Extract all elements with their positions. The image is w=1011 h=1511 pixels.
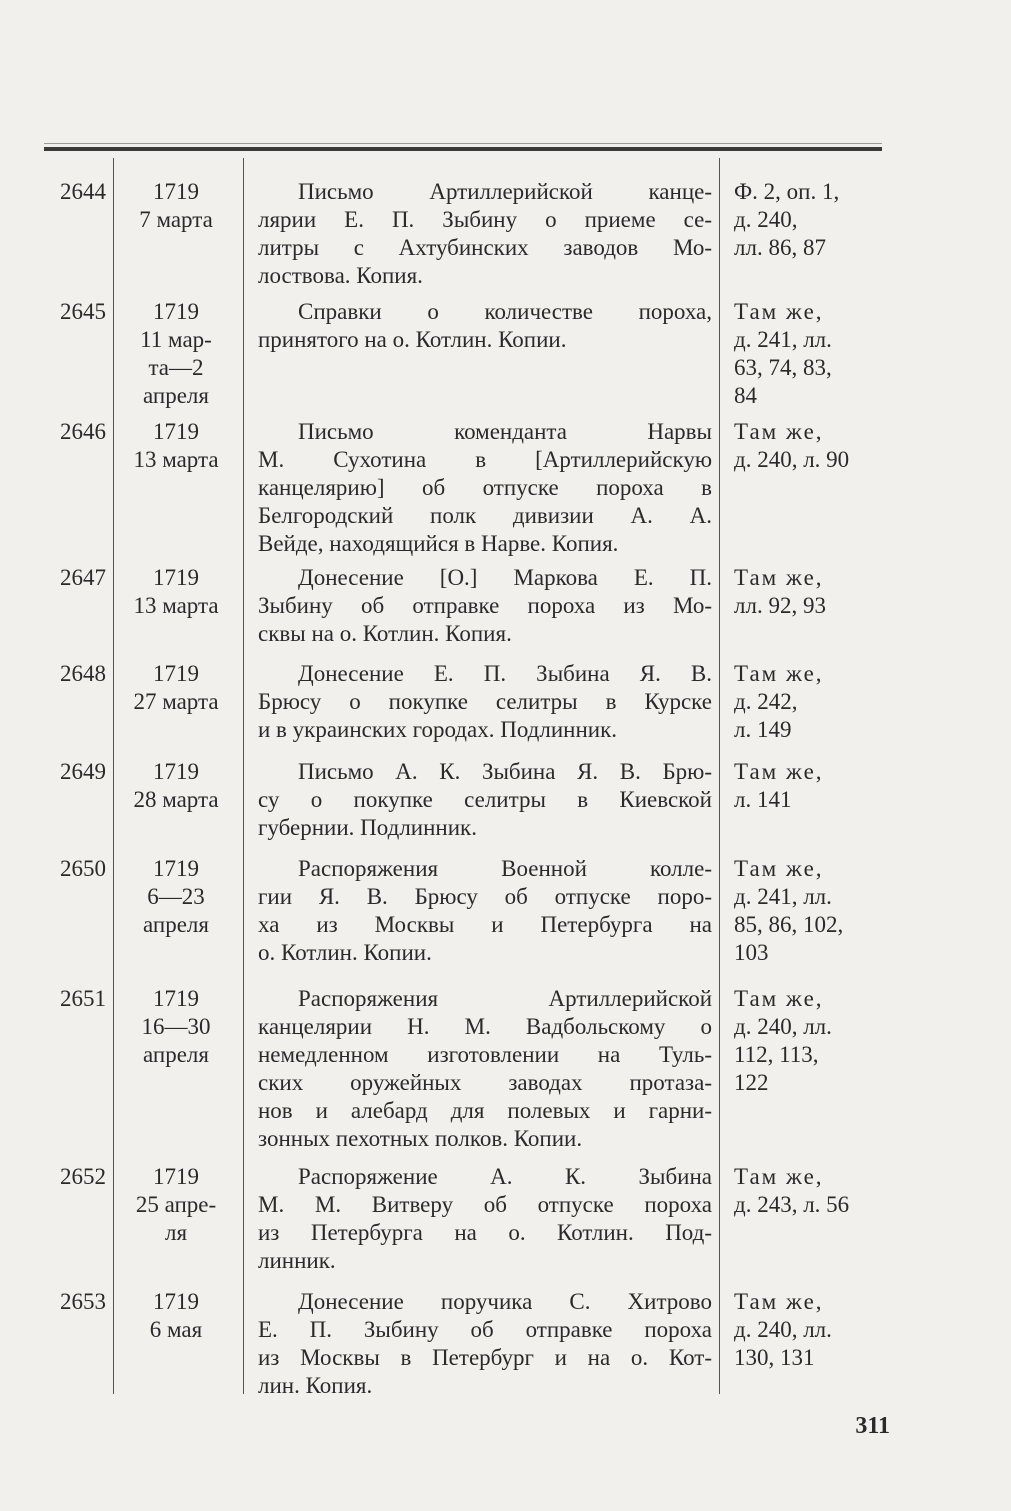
date-line: 1719 [153,759,199,784]
date-line: 1719 [153,419,199,444]
entry-date [120,855,232,939]
reference-line: д. 241, лл. [734,327,832,352]
description-line: о. Котлин. Копии. [258,940,432,965]
description-line: Е. П. Зыбину об отправке пороха [258,1317,712,1342]
column-divider-description [719,158,720,1394]
entry-archive-reference [734,855,894,967]
entry-number: 2652 [60,1164,106,1189]
entry-description [258,178,712,290]
entry-archive-reference [734,1288,894,1372]
description-line: губернии. Подлинник. [258,815,477,840]
description-line: лоствова. Копия. [258,263,423,288]
entry-description [258,1163,712,1275]
reference-line: Там же, [734,856,824,881]
reference-line: д. 240, лл. [734,1014,832,1039]
reference-line: Ф. 2, оп. 1, [734,179,840,204]
reference-line: л. 141 [734,787,792,812]
description-line: Вейде, находящийся в Нарве. Копия. [258,531,619,556]
reference-line: 130, 131 [734,1345,815,1370]
description-line: Донесение [О.] Маркова Е. П. [298,565,712,590]
reference-line: 85, 86, 102, [734,912,844,937]
date-line: апреля [143,1042,209,1067]
date-line: 1719 [153,1289,199,1314]
column-divider-number [113,158,114,1394]
entry-number: 2648 [60,661,106,686]
entry-description [258,1288,712,1400]
date-line: 1719 [153,986,199,1011]
reference-line: Там же, [734,299,824,324]
entry-date [120,1288,232,1344]
entry-description [258,985,712,1153]
entry-archive-reference [734,985,894,1097]
reference-line: Там же, [734,419,824,444]
description-line: М. М. Витверу об отпуске пороха [258,1192,712,1217]
description-line: сквы на о. Котлин. Копия. [258,621,512,646]
entry-number: 2647 [60,565,106,590]
entry-archive-reference [734,418,894,474]
description-line: Письмо коменданта Нарвы [298,419,712,444]
description-line: Белгородский полк дивизии А. А. [258,503,712,528]
date-line: 27 марта [133,689,219,714]
reference-line: д. 240, лл. [734,1317,832,1342]
reference-line: Там же, [734,986,824,1011]
date-line: 7 марта [139,207,213,232]
date-line: 16—30 [141,1014,211,1039]
date-line: 1719 [153,565,199,590]
page-number: 311 [855,1413,890,1439]
entry-number: 2645 [60,299,106,324]
entry-number: 2646 [60,419,106,444]
reference-line: д. 241, лл. [734,884,832,909]
reference-line: Там же, [734,1289,824,1314]
entry-description [258,855,712,967]
description-line: Донесение Е. П. Зыбина Я. В. [298,661,712,686]
date-line: 11 мар- [140,327,212,352]
entry-archive-reference [734,660,894,744]
entry-archive-reference [734,758,894,814]
entry-description [258,660,712,744]
column-divider-date [243,158,244,1394]
description-line: нов и алебард для полевых и гарни- [258,1098,712,1123]
description-line: и в украинских городах. Подлинник. [258,717,618,742]
description-line: линник. [258,1248,336,1273]
reference-line: 84 [734,383,757,408]
date-line: 6 мая [149,1317,203,1342]
date-line: 1719 [153,179,199,204]
entry-description [258,758,712,842]
entry-number: 2650 [60,856,106,881]
description-line: Письмо А. К. Зыбина Я. В. Брю- [298,759,712,784]
entry-date [120,564,232,620]
date-line: 1719 [153,1164,199,1189]
entry-archive-reference [734,178,894,262]
description-line: немедленном изготовлении на Туль- [258,1042,712,1067]
entry-number: 2644 [60,179,106,204]
date-line: 1719 [153,661,199,686]
description-line: Зыбину об отправке пороха из Мо- [258,593,712,618]
reference-line: лл. 92, 93 [734,593,826,618]
entry-description [258,564,712,648]
description-line: Письмо Артиллерийской канце- [298,179,712,204]
date-line: 25 апре- [135,1192,217,1217]
entry-date [120,418,232,474]
entry-date [120,178,232,234]
date-line: 1719 [153,856,199,881]
reference-line: л. 149 [734,717,792,742]
description-line: Справки о количестве пороха, [298,299,712,324]
date-line: апреля [143,383,209,408]
description-line: лярии Е. П. Зыбину о приеме се- [258,207,712,232]
reference-line: Там же, [734,661,824,686]
date-line: ля [164,1220,188,1245]
description-line: принятого на о. Котлин. Копии. [258,327,567,352]
entry-date [120,1163,232,1247]
reference-line: д. 240, [734,207,798,232]
description-line: Брюсу о покупке селитры в Курске [258,689,712,714]
date-line: 13 марта [133,447,219,472]
entry-date [120,298,232,410]
description-line: Распоряжение А. К. Зыбина [298,1164,712,1189]
description-line: литры с Ахтубинских заводов Мо- [258,235,712,260]
description-line: канцелярию] об отпуске пороха в [258,475,712,500]
date-line: 13 марта [133,593,219,618]
description-line: из Петербурга на о. Котлин. Под- [258,1220,712,1245]
description-line: Распоряжения Военной колле- [298,856,712,881]
entry-date [120,758,232,814]
reference-line: 103 [734,940,769,965]
reference-line: д. 243, л. 56 [734,1192,850,1217]
date-line: та—2 [148,355,204,380]
reference-line: д. 242, [734,689,798,714]
entry-date [120,985,232,1069]
description-line: зонных пехотных полков. Копии. [258,1126,583,1151]
reference-line: лл. 86, 87 [734,235,826,260]
reference-line: Там же, [734,1164,824,1189]
description-line: гии Я. В. Брюсу об отпуске поро- [258,884,712,909]
date-line: 1719 [153,299,199,324]
entry-description [258,418,712,558]
description-line: Распоряжения Артиллерийской [298,986,712,1011]
reference-line: 63, 74, 83, [734,355,832,380]
reference-line: д. 240, л. 90 [734,447,850,472]
description-line: су о покупке селитры в Киевской [258,787,712,812]
entry-archive-reference [734,298,894,410]
date-line: апреля [143,912,209,937]
entry-archive-reference [734,564,894,620]
description-line: лин. Копия. [258,1373,373,1398]
description-line: ха из Москвы и Петербурга на [258,912,712,937]
date-line: 6—23 [147,884,205,909]
description-line: из Москвы в Петербург и на о. Кот- [258,1345,712,1370]
description-line: Донесение поручика С. Хитрово [298,1289,712,1314]
date-line: 28 марта [133,787,219,812]
reference-line: 112, 113, [734,1042,819,1067]
entry-date [120,660,232,716]
reference-line: 122 [734,1070,769,1095]
entry-number: 2649 [60,759,106,784]
header-rule-thin [44,143,882,144]
description-line: М. Сухотина в [Артиллерийскую [258,447,712,472]
reference-line: Там же, [734,565,824,590]
entry-description [258,298,712,354]
entry-number: 2651 [60,986,106,1011]
entry-archive-reference [734,1163,894,1219]
entry-number: 2653 [60,1289,106,1314]
description-line: канцелярии Н. М. Вадбольскому о [258,1014,712,1039]
description-line: ских оружейных заводах протаза- [258,1070,712,1095]
header-rule [44,147,882,151]
reference-line: Там же, [734,759,824,784]
